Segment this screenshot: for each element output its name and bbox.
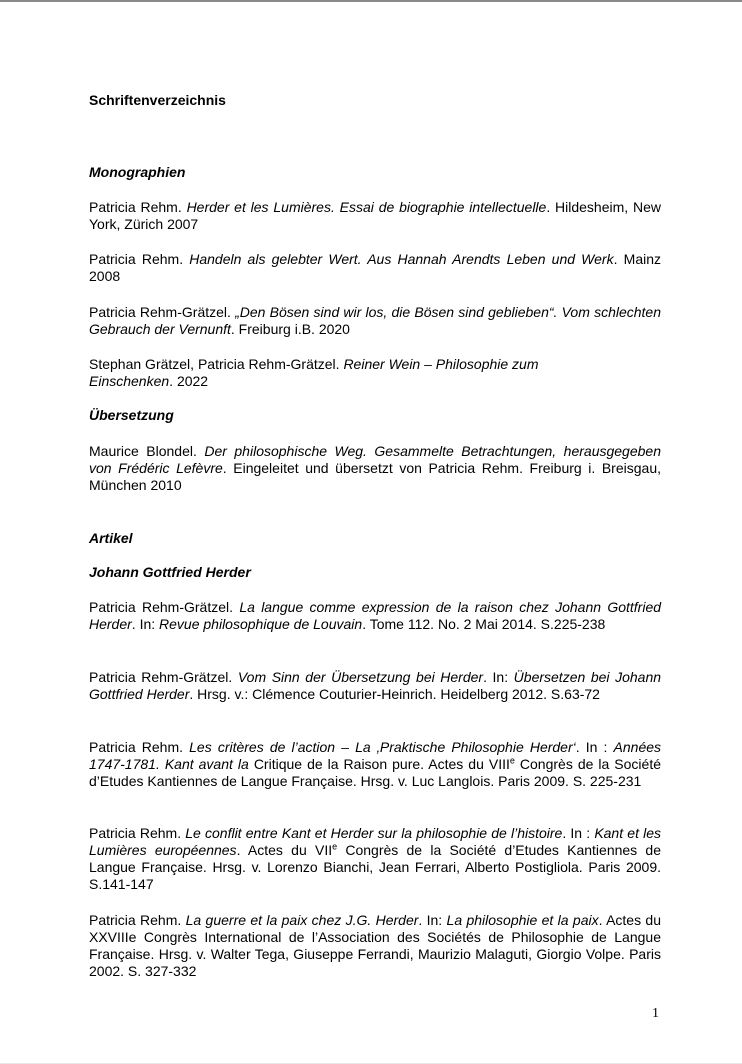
ordinal-superscript: e [332, 841, 338, 852]
page-number: 1 [652, 1006, 659, 1021]
entry-author: Patricia Rehm. [89, 825, 182, 841]
entry-title: Reiner Wein – Philosophie zum Einschenken [89, 356, 539, 389]
entry-source: Années 1747-1781. Kant avant la [89, 739, 662, 772]
entry-publication: . Actes du XXVIIIe Congrès International de l’Association des Sociétés de Philosophie de Langue Française. Hrsg. v. Walter Tega, Giuseppe Ferrandi, Maurizio Malaguti, Giorgio Volpe. Paris 2002. S. 327-332 [89, 912, 662, 979]
bibliography-entry [89, 199, 661, 233]
entry-source: La philosophie et la paix [446, 912, 599, 928]
section-heading-monographien: Monographien [89, 164, 186, 180]
entry-publication: . Eingeleitet und übersetzt von Patricia Rehm. Freiburg i. Breisgau, München 2010 [89, 460, 661, 493]
document-title: Schriftenverzeichnis [89, 92, 226, 108]
entry-title: „Den Bösen sind wir los, die Bösen sind geblieben“. Vom schlechten Gebrauch der Vernunft [89, 304, 662, 337]
entry-author: Patricia Rehm. [89, 199, 182, 215]
entry-title: Vom Sinn der Übersetzung bei Herder [237, 669, 484, 685]
entry-author: Patricia Rehm-Grätzel. [89, 304, 231, 320]
entry-title: Herder et les Lumières. Essai de biographie intellectuelle [186, 199, 547, 215]
bibliography-entry [89, 356, 589, 390]
entry-in: . In: [131, 616, 160, 632]
entry-publication: . Hrsg. v.: Clémence Couturier-Heinrich. Heidelberg 2012. S.63-72 [189, 686, 600, 702]
ordinal-superscript: e [509, 755, 515, 766]
entry-title: Handeln als gelebter Wert. Aus Hannah Arendts Leben und Werk [189, 251, 614, 267]
subsection-heading-herder: Johann Gottfried Herder [89, 564, 251, 580]
entry-title: Les critères de l’action – La ‚Praktische Philosophie Herder‘ [189, 739, 576, 755]
bibliography-entry [89, 825, 661, 893]
entry-author: Patricia Rehm. [89, 912, 182, 928]
entry-publication-cont: Congrès de la Société d’Etudes Kantiennes de Langue Française. Hrsg. v. Luc Langlois. Paris 2009. S. 225-231 [89, 756, 661, 789]
entry-author: Maurice Blondel. [89, 443, 197, 459]
bibliography-entry [89, 912, 661, 980]
entry-publication: . Tome 112. No. 2 Mai 2014. S.225-238 [362, 616, 606, 632]
entry-author: Patricia Rehm-Grätzel. [89, 669, 233, 685]
entry-source: Kant et les Lumières européennes [89, 825, 662, 858]
entry-in: . In : [562, 825, 595, 841]
entry-publication: . Actes du VII [236, 842, 333, 858]
entry-title: Der philosophische Weg. Gesammelte Betrachtungen, herausgegeben von Frédéric Lefèvre [89, 443, 661, 476]
entry-publication: . Hildesheim, New York, Zürich 2007 [89, 199, 661, 232]
bibliography-entry [89, 669, 661, 703]
bibliography-entry [89, 739, 661, 790]
entry-publication: . 2022 [169, 373, 209, 389]
entry-publication: . Mainz 2008 [89, 251, 662, 284]
bibliography-entry [89, 251, 661, 285]
entry-source: Übersetzen bei Johann Gottfried Herder [89, 669, 662, 702]
entry-publication: Critique de la Raison pure. Actes du VIII [248, 756, 510, 772]
bibliography-entry [89, 304, 661, 338]
bibliography-entry [89, 443, 661, 494]
entry-author: Patricia Rehm. [89, 251, 184, 267]
bibliography-entry [89, 599, 661, 633]
entry-in: . In : [575, 739, 614, 755]
entry-title: La langue comme expression de la raison chez Johann Gottfried Herder [89, 599, 662, 632]
entry-source: Revue philosophique de Louvain [159, 616, 363, 632]
entry-author: Stephan Grätzel, Patricia Rehm-Grätzel. [89, 356, 340, 372]
entry-author: Patricia Rehm. [89, 739, 184, 755]
section-heading-uebersetzung: Übersetzung [89, 407, 174, 423]
entry-title: Le conflit entre Kant et Herder sur la philosophie de l’histoire [185, 825, 563, 841]
entry-author: Patricia Rehm-Grätzel. [89, 599, 234, 615]
entry-publication-cont: Congrès de la Société d’Etudes Kantiennes de Langue Française. Hrsg. v. Lorenzo Bianchi, Jean Ferrari, Alberto Postigliola. Paris 2009. S.141-147 [89, 842, 661, 892]
entry-title: La guerre et la paix chez J.G. Herder [185, 912, 419, 928]
entry-in: . In: [483, 669, 514, 685]
entry-in: . In: [418, 912, 447, 928]
section-heading-artikel: Artikel [89, 530, 133, 546]
entry-publication: . Freiburg i.B. 2020 [230, 321, 350, 337]
